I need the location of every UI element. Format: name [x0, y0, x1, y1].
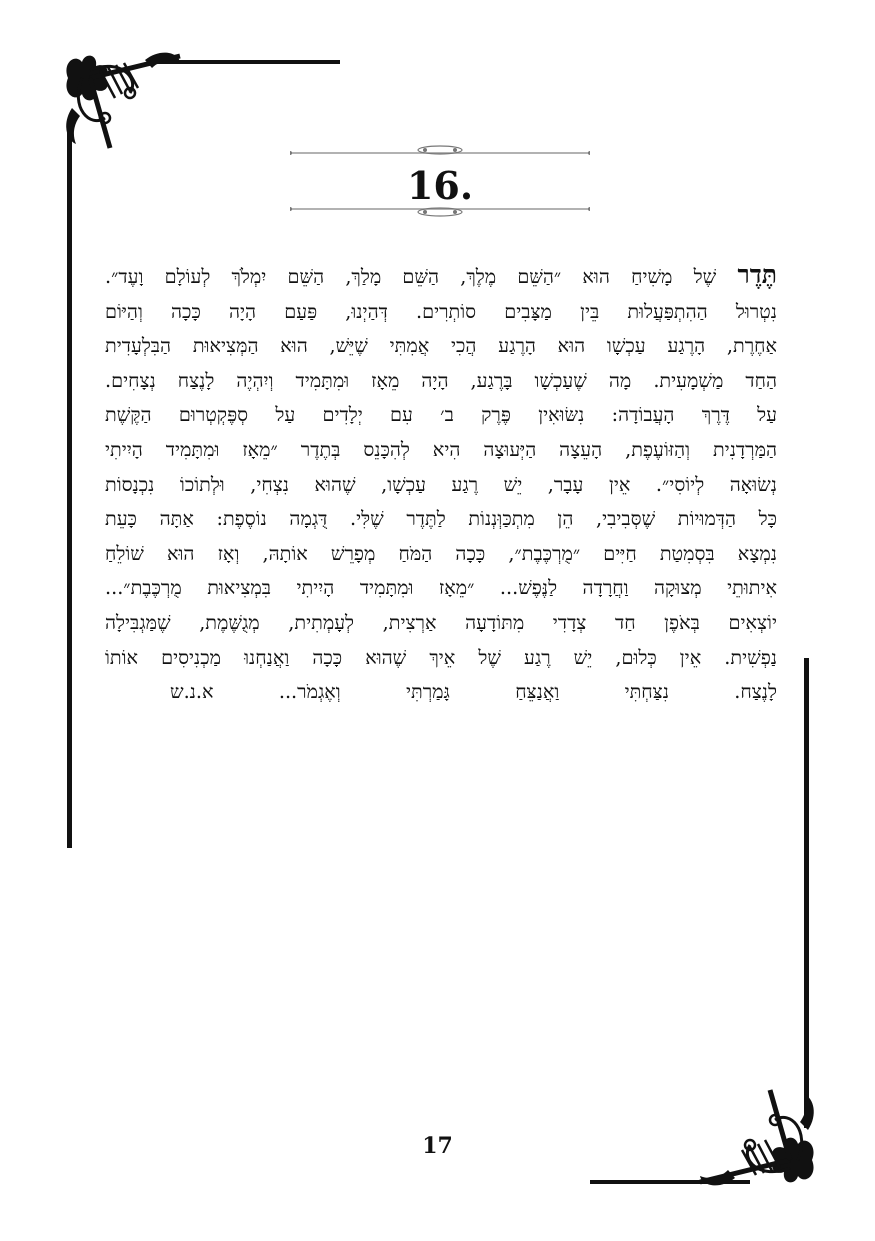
body-line-3: אַחֶרֶת, הָרֶגַע עַכְשָׁו הוּא הָרֶגַע הֲכִי אֲמִתִּי שֶׁיֵּשׁ, הוּא הַמְּצִיאוּת הַבִּלְעָדִית: [105, 334, 777, 358]
author-signature: א.נ.ש: [170, 680, 214, 704]
body-line-5: עַל דֶּרֶךְ הָעֲבוֹדָה: נִשּׂוּאִין פֶּרֶק ב׳ עִם יְלָדִים עַל סְפֶּקְטְרוּם הַקֶּשֶׁת: [105, 403, 777, 427]
frame-right-vertical-line: [804, 658, 809, 1128]
body-line-8: כָּל הַדְּמוּיוֹת שֶׁסְּבִיבִי, הֵן מִתְכַּוְּנְנוֹת לַתֶּדֶר שֶׁלִּי. דֻּגְמָה נוֹסֶפֶת: אַתָּה כָּעֵת: [105, 507, 777, 531]
body-line-4: הַחַד מַשְׁמָעִית. מָה שֶׁעַכְשָׁו בָּרֶגַע, הָיָה מֵאָז וּמִתָּמִיד וְיִהְיֶה לָנֶצַח נְצָחִים.: [105, 368, 777, 392]
body-line-1-text: שֶׁל מָשִׁיחַ הוּא ״הַשֵּׁם מֶלֶךְ, הַשֵּׁם מָלַךְ, הַשֵּׁם יִמְלֹךְ לְעוֹלָם וָעֶד״.: [105, 265, 717, 288]
chapter-number: 16.: [406, 163, 474, 208]
bottom-decorative-rule-icon: [290, 205, 590, 217]
body-line-1: [105, 258, 777, 295]
body-paragraph: [105, 258, 777, 710]
chapter-title-block: [290, 145, 590, 217]
body-line-2: נִטְרוּל הַהִתְפַּעֲלוּת בֵּין מַצָּבִים סוֹתְרִים. דְּהַיְנוּ, פַּעַם הָיָה כָּכָה וְהַיּוֹם: [105, 299, 777, 323]
body-last-line: [105, 675, 777, 710]
body-line-7: נְשׂוּאָה לְיוֹסִי״. אֵין עָבָר, יֵשׁ רֶגַע עַכְשָׁו, שֶׁהוּא נִצְחִי, וּלְתוֹכוֹ נִכְנָסוֹת: [105, 472, 777, 496]
page-number: 17: [422, 1133, 453, 1159]
body-line-11: יוֹצְאִים בְּאֹפֶן חַד צְדָדִי מִתּוֹדָעָה אַרְצִית, לְעָמְתִית, מְגֻשֶּׁמֶת, שֶׁמַּגְבִּילָה: [105, 610, 777, 634]
lead-word: תֶּדֶר: [737, 260, 777, 289]
top-decorative-rule-icon: [290, 145, 590, 157]
frame-left-vertical-line: [67, 128, 72, 848]
body-line-10: אִיתוּתֵי מְצוּקָה וַחֲרָדָה לַנֶּפֶשׁ... ״מֵאָז וּמִתָּמִיד הָיִיתִי בִּמְצִיאוּת מֻרְכֶּבֶת״...: [105, 576, 777, 600]
body-line-9: נִמְצָא בִּסְמִטַת חַיִּים ״מֻרְכֶּבֶת״, כָּכָה הַמֹּחַ מְפָרֵשׁ אוֹתָהּ, וְאָז הוּא שׁוֹלֵחַ: [105, 541, 777, 565]
top-left-corner-ornament-icon: [60, 48, 200, 158]
body-line-6: הַמַּרְדָנִית וְהַזּוֹעֶפֶת, הָעֵצָה הַיְּעוּצָה הִיא לְהִכָּנֵס בְּתֶדֶר ״מֵאָז וּמִתָּמִיד הָיִיתִי: [105, 437, 777, 461]
body-line-12: נַפְשִׁית. אֵין כְּלוּם, יֵשׁ רֶגַע שֶׁל אֵיךְ שֶׁהוּא כָּכָה וַאֲנַחְנוּ מַכְנִיסִים אוֹתוֹ: [105, 645, 777, 669]
body-last-line-text: לָנֶצַח. נִצַּחְתִּי וַאֲנַצֵּחַ גָּמַרְתִּי וְאֶגְמֹר...: [278, 680, 777, 704]
